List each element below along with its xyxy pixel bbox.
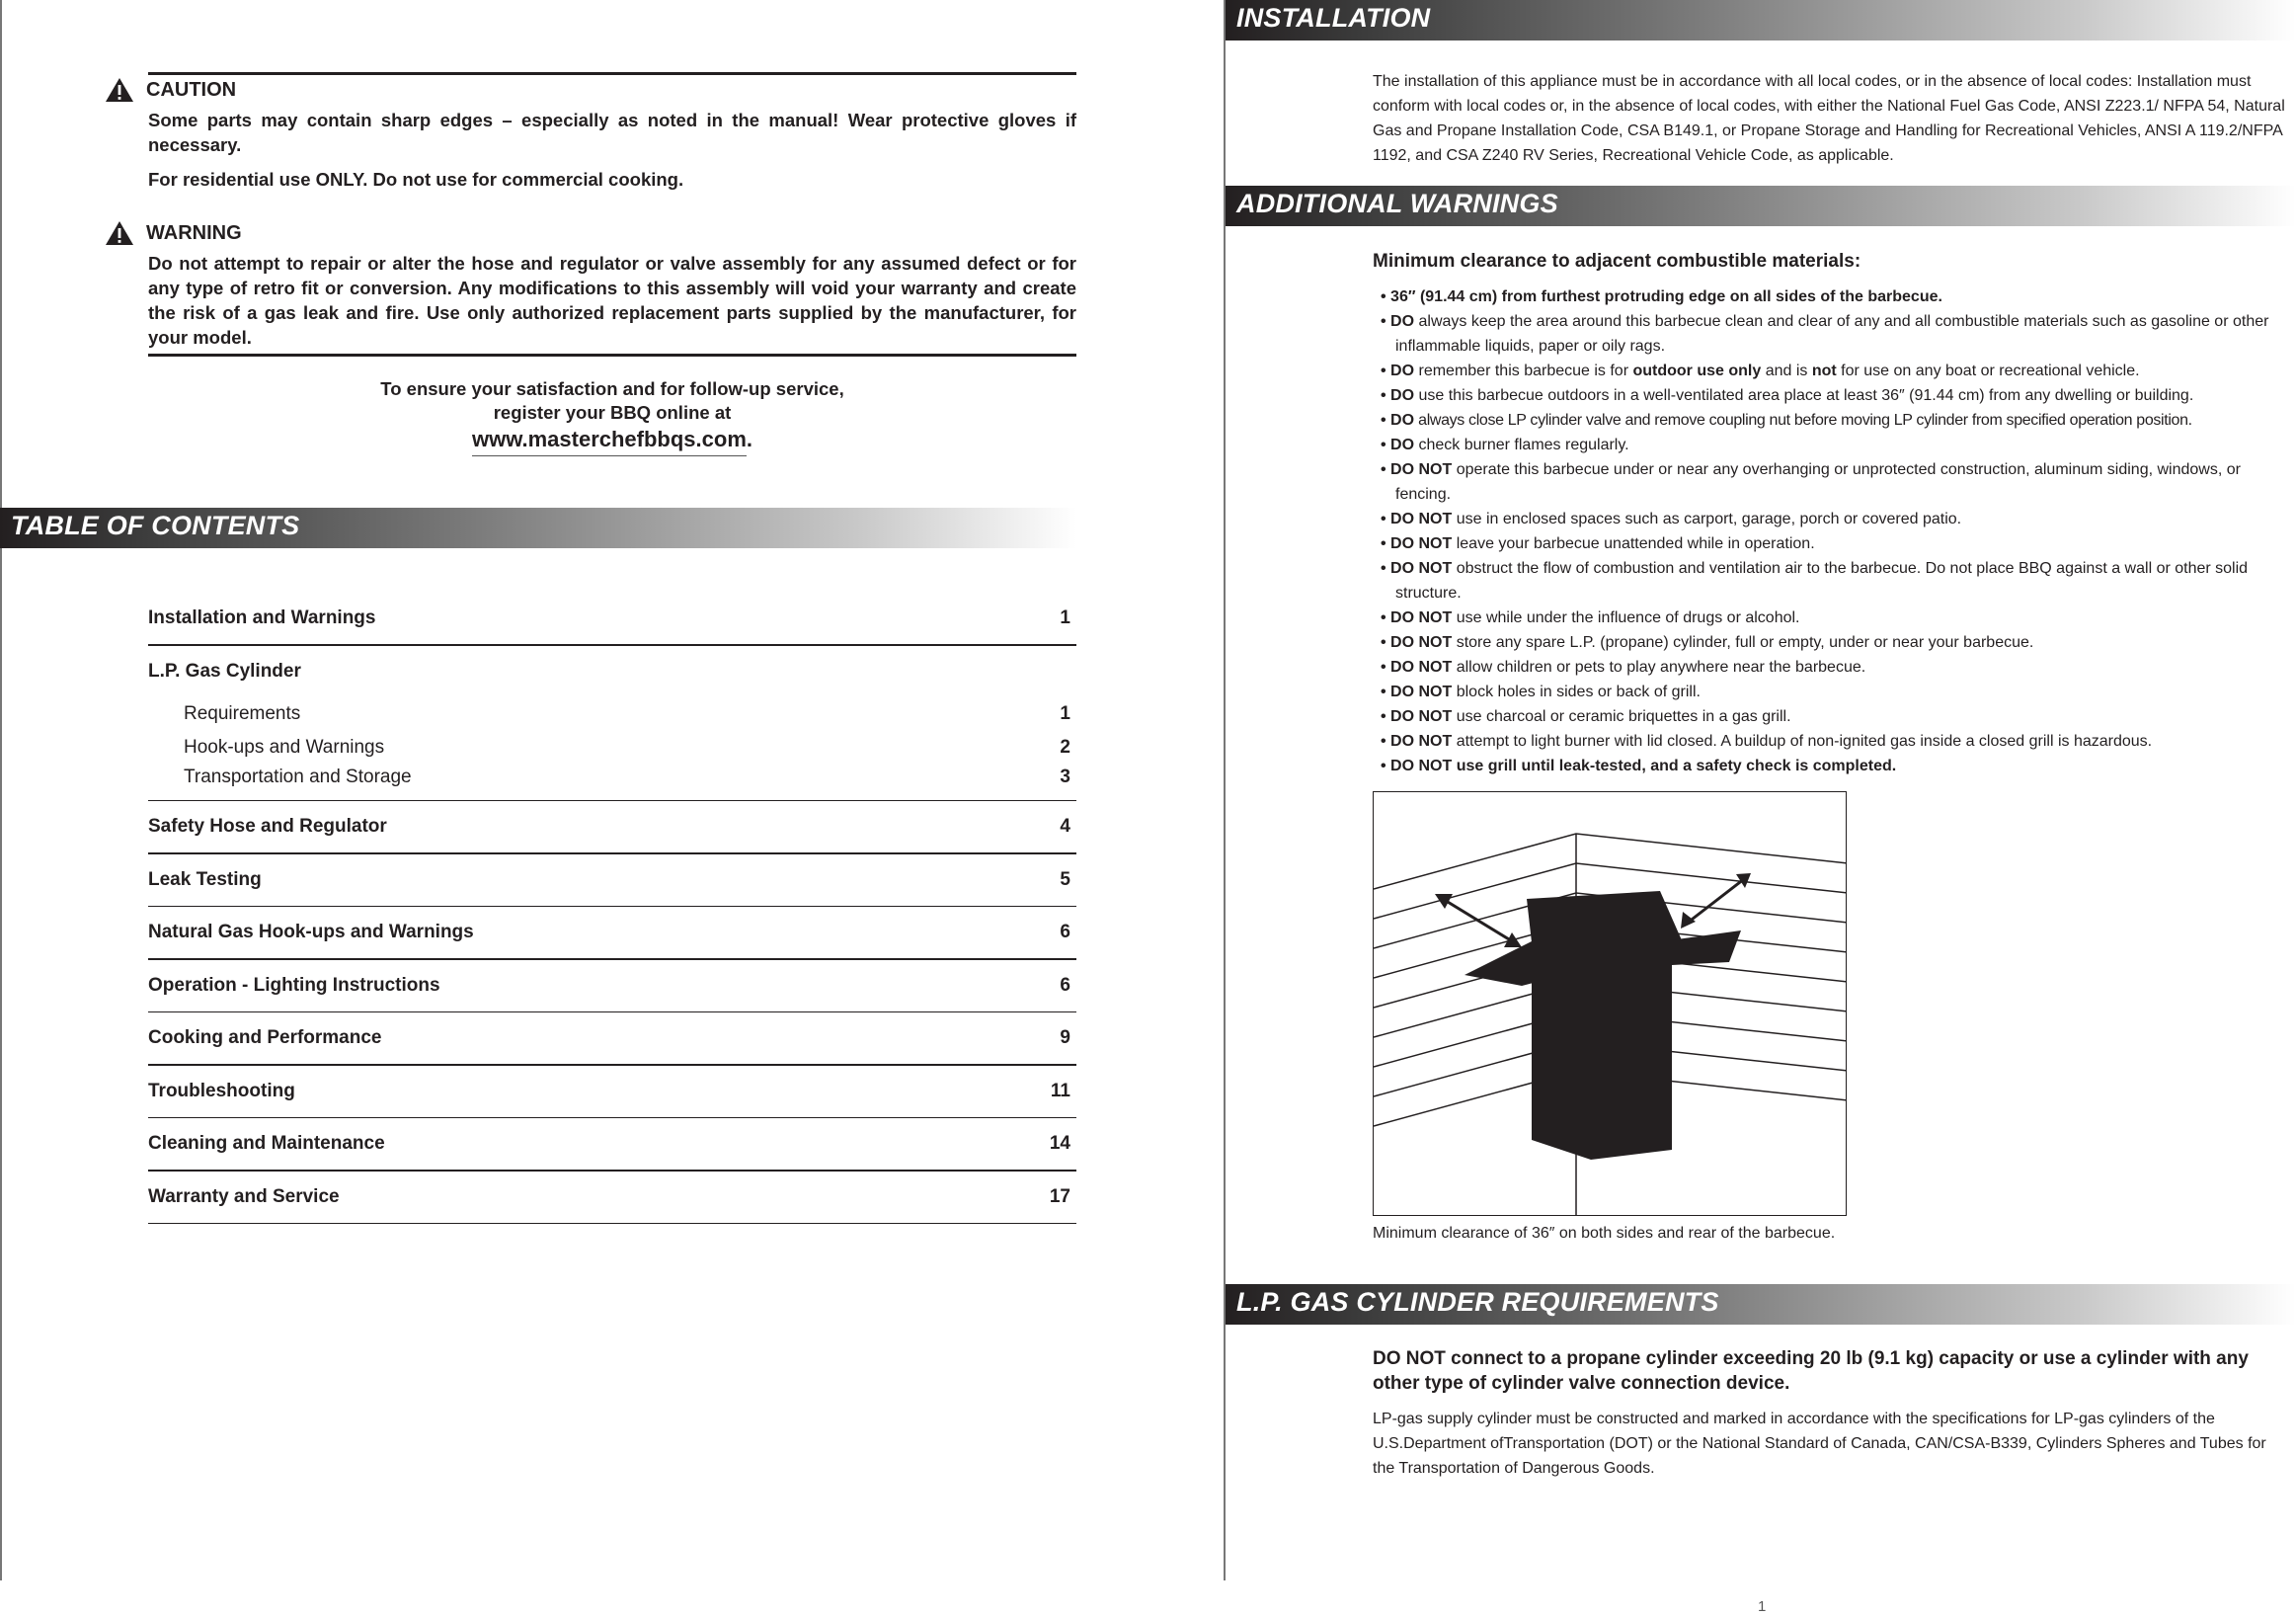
- register-url[interactable]: www.masterchefbbqs.com: [472, 427, 747, 456]
- toc-entry-page: 14: [1049, 1133, 1070, 1154]
- register-url-period: .: [746, 427, 753, 451]
- illustration-caption: Minimum clearance of 36″ on both sides and rear of the barbecue.: [1373, 1225, 1836, 1242]
- lp-cylinder-title: L.P. GAS CYLINDER REQUIREMENTS: [1236, 1287, 1719, 1317]
- installation-header-bar: [1226, 0, 2296, 40]
- page-divider: [1224, 0, 1226, 1580]
- toc-entry[interactable]: [148, 1066, 1076, 1117]
- clearance-illustration: [1373, 791, 1847, 1216]
- warning-keyword: • DO NOT: [1381, 535, 1453, 552]
- toc-entry-page: 11: [1050, 1080, 1070, 1101]
- toc-entry-page: 1: [1060, 607, 1070, 628]
- list-item: [1381, 556, 2296, 606]
- toc-entry-label: Requirements: [184, 702, 301, 724]
- lp-cylinder-text: LP-gas supply cylinder must be constructed and marked in accordance with the specifications for LP-gas cylinders of the U.S.Department ofTransportation (DOT) or the National Standard of Canada, CAN/CSA-B339, Cylinders Spheres and Tubes for the Transportation of Dangerous Goods.: [1373, 1411, 2266, 1477]
- warning-text: always close LP cylinder valve and remove coupling nut before moving LP cylinder from specified operation position.: [1414, 412, 2192, 429]
- warning-bottom-rule: [148, 354, 1076, 357]
- left-page-edge: [0, 0, 2, 1580]
- list-item: [1381, 754, 2296, 778]
- warning-keyword: • DO NOT: [1381, 609, 1453, 626]
- toc-entry-label: Cooking and Performance: [148, 1027, 382, 1048]
- toc-entry-page: 4: [1060, 816, 1070, 837]
- list-item: [1381, 680, 2296, 704]
- warning-triangle-icon: [105, 220, 134, 246]
- toc-entry-label: Troubleshooting: [148, 1080, 295, 1101]
- toc-entry[interactable]: [148, 1012, 1076, 1064]
- toc-entry-page: 6: [1060, 922, 1070, 942]
- warning-text: use charcoal or ceramic briquettes in a gas grill.: [1452, 708, 1791, 725]
- warning-title: WARNING: [146, 221, 242, 244]
- caution-top-rule: [148, 72, 1076, 75]
- page-number: 1: [1758, 1598, 1767, 1615]
- toc-entry-label: Installation and Warnings: [148, 607, 376, 628]
- list-item: [1381, 729, 2296, 754]
- warning-text: use this barbecue outdoors in a well-ventilated area place at least 36″ (91.44 cm) from any dwelling or building.: [1414, 387, 2194, 404]
- toc-entry[interactable]: [148, 801, 1076, 852]
- toc-entry-page: 2: [1060, 736, 1070, 758]
- warning-text: check burner flames regularly.: [1414, 437, 1629, 453]
- toc-entry[interactable]: [148, 960, 1076, 1011]
- toc-entry-page: 3: [1060, 766, 1070, 787]
- toc-entry[interactable]: [148, 907, 1076, 958]
- register-line-2: register your BBQ online at: [493, 402, 732, 423]
- list-item: [1381, 507, 2296, 531]
- register-line-1: To ensure your satisfaction and for follow-up service,: [380, 378, 844, 399]
- toc-entry-label: Cleaning and Maintenance: [148, 1133, 385, 1154]
- warning-triangle-icon: [105, 77, 134, 103]
- caution-text: Some parts may contain sharp edges – especially as noted in the manual! Wear protective gloves if necessary.: [148, 110, 1076, 155]
- warning-keyword: • DO NOT: [1381, 461, 1453, 478]
- lp-cylinder-header-bar: [1226, 1284, 2296, 1325]
- warning-keyword: • 36″ (91.44 cm) from furthest protruding edge on all sides of the barbecue.: [1381, 288, 1942, 305]
- warnings-list: [1381, 284, 2296, 778]
- warning-text: allow children or pets to play anywhere near the barbecue.: [1452, 659, 1866, 676]
- toc-entry-label: Leak Testing: [148, 868, 262, 890]
- warning-keyword: • DO: [1381, 412, 1415, 429]
- toc-entry[interactable]: [148, 1172, 1076, 1223]
- warning-text: remember this barbecue is for: [1414, 363, 1633, 379]
- warning-keyword: • DO NOT: [1381, 511, 1453, 527]
- warning-keyword: • DO: [1381, 363, 1415, 379]
- warning-keyword: • DO: [1381, 437, 1415, 453]
- warning-keyword: • DO NOT: [1381, 684, 1453, 700]
- toc-subentry[interactable]: [148, 731, 1076, 765]
- warning-keyword: outdoor use only: [1632, 363, 1762, 379]
- list-item: [1381, 531, 2296, 556]
- list-item: [1381, 630, 2296, 655]
- barbecue-clearance-diagram: [1374, 792, 1847, 1216]
- list-item: [1381, 655, 2296, 680]
- warning-text: attempt to light burner with lid closed. A buildup of non-ignited gas inside a closed grill is hazardous.: [1452, 733, 2153, 750]
- toc-entry-label: Operation - Lighting Instructions: [148, 974, 440, 996]
- list-item: [1381, 383, 2296, 408]
- warning-keyword: • DO NOT: [1381, 733, 1453, 750]
- toc-entry-label: Warranty and Service: [148, 1185, 340, 1207]
- warning-heading: [105, 220, 242, 246]
- toc-entry-page: 17: [1049, 1185, 1070, 1207]
- warning-text: obstruct the flow of combustion and ventilation air to the barbecue. Do not place BBQ against a wall or other solid structure.: [1395, 560, 2249, 602]
- toc-entry-page: 9: [1060, 1027, 1070, 1048]
- toc-entry-label: Natural Gas Hook-ups and Warnings: [148, 922, 474, 942]
- register-url-line: [148, 425, 1076, 454]
- toc-entry[interactable]: [148, 646, 1076, 697]
- list-item: [1381, 457, 2296, 507]
- warning-keyword: • DO: [1381, 313, 1415, 330]
- installation-text: The installation of this appliance must be in accordance with all local codes, or in the absence of local codes: Installation must conform with local codes or, in the absence of local codes, with either the National Fuel Gas Code, ANSI Z223.1/ NFPA 54, Natural Gas and Propane Installation Code, CSA B149.1, or Propane Storage and Handling for Recreational Vehicles, ANSI A 119.2/NFPA 1192, and CSA Z240 RV Series, Recreational Vehicle Code, as applicable.: [1373, 73, 2285, 164]
- warning-text: and is: [1761, 363, 1812, 379]
- warning-text: block holes in sides or back of grill.: [1452, 684, 1701, 700]
- warning-keyword: • DO NOT: [1381, 634, 1453, 651]
- list-item: [1381, 433, 2296, 457]
- toc-entry-page: 5: [1060, 868, 1070, 890]
- toc-entry[interactable]: [148, 854, 1076, 906]
- warning-text: use in enclosed spaces such as carport, garage, porch or covered patio.: [1452, 511, 1962, 527]
- list-item: [1381, 408, 2296, 433]
- warning-text: for use on any boat or recreational vehicle.: [1836, 363, 2140, 379]
- caution-heading: [105, 77, 236, 103]
- toc-header-bar: [0, 508, 1076, 548]
- warning-keyword: • DO NOT use grill until leak-tested, and a safety check is completed.: [1381, 758, 1897, 774]
- toc-entry-label: L.P. Gas Cylinder: [148, 660, 301, 682]
- lp-cylinder-warning: DO NOT connect to a propane cylinder exceeding 20 lb (9.1 kg) capacity or use a cylinder with any other type of cylinder valve connection device.: [1373, 1348, 2249, 1394]
- toc-subentry[interactable]: [148, 765, 1076, 800]
- warning-text: leave your barbecue unattended while in operation.: [1452, 535, 1815, 552]
- list-item: [1381, 309, 2296, 359]
- additional-warnings-title: ADDITIONAL WARNINGS: [1236, 189, 1558, 218]
- warning-text: store any spare L.P. (propane) cylinder, full or empty, under or near your barbecue.: [1452, 634, 2034, 651]
- table-of-contents: [148, 593, 1076, 1224]
- list-item: [1381, 284, 2296, 309]
- warning-text: use while under the influence of drugs or alcohol.: [1452, 609, 1800, 626]
- toc-entry-label: Safety Hose and Regulator: [148, 816, 387, 837]
- list-item: [1381, 704, 2296, 729]
- warning-text: Do not attempt to repair or alter the hose and regulator or valve assembly for any assumed defect or for any type of retro fit or conversion. Any modifications to this assembly will void your warranty and create the risk of a gas leak and fire. Use only authorized replacement parts supplied by the manufacturer, for your model.: [148, 253, 1076, 348]
- toc-title: TABLE OF CONTENTS: [11, 511, 300, 540]
- additional-warnings-header-bar: [1226, 186, 2296, 226]
- warning-keyword: • DO NOT: [1381, 560, 1453, 577]
- toc-entry[interactable]: [148, 593, 1076, 644]
- list-item: [1381, 606, 2296, 630]
- warning-keyword: • DO NOT: [1381, 708, 1453, 725]
- toc-entry-page: 6: [1060, 974, 1070, 996]
- warning-keyword: • DO: [1381, 387, 1415, 404]
- list-item: [1381, 359, 2296, 383]
- min-clearance-heading: Minimum clearance to adjacent combustible materials:: [1373, 251, 1861, 272]
- toc-entry[interactable]: [148, 1118, 1076, 1170]
- toc-separator: [148, 1223, 1076, 1225]
- warning-text: operate this barbecue under or near any overhanging or unprotected construction, aluminum siding, windows, or fencing.: [1395, 461, 2241, 503]
- toc-entry-label: Transportation and Storage: [184, 766, 412, 787]
- toc-subentry[interactable]: [148, 697, 1076, 731]
- caution-title: CAUTION: [146, 78, 237, 101]
- residential-notice: For residential use ONLY. Do not use for commercial cooking.: [148, 169, 684, 190]
- installation-title: INSTALLATION: [1236, 3, 1431, 33]
- warning-keyword: • DO NOT: [1381, 659, 1453, 676]
- toc-entry-page: 1: [1060, 702, 1070, 724]
- toc-entry-label: Hook-ups and Warnings: [184, 736, 385, 758]
- warning-text: always keep the area around this barbecue clean and clear of any and all combustible materials such as gasoline or other inflammable liquids, paper or oily rags.: [1395, 313, 2269, 355]
- warning-keyword: not: [1811, 363, 1837, 379]
